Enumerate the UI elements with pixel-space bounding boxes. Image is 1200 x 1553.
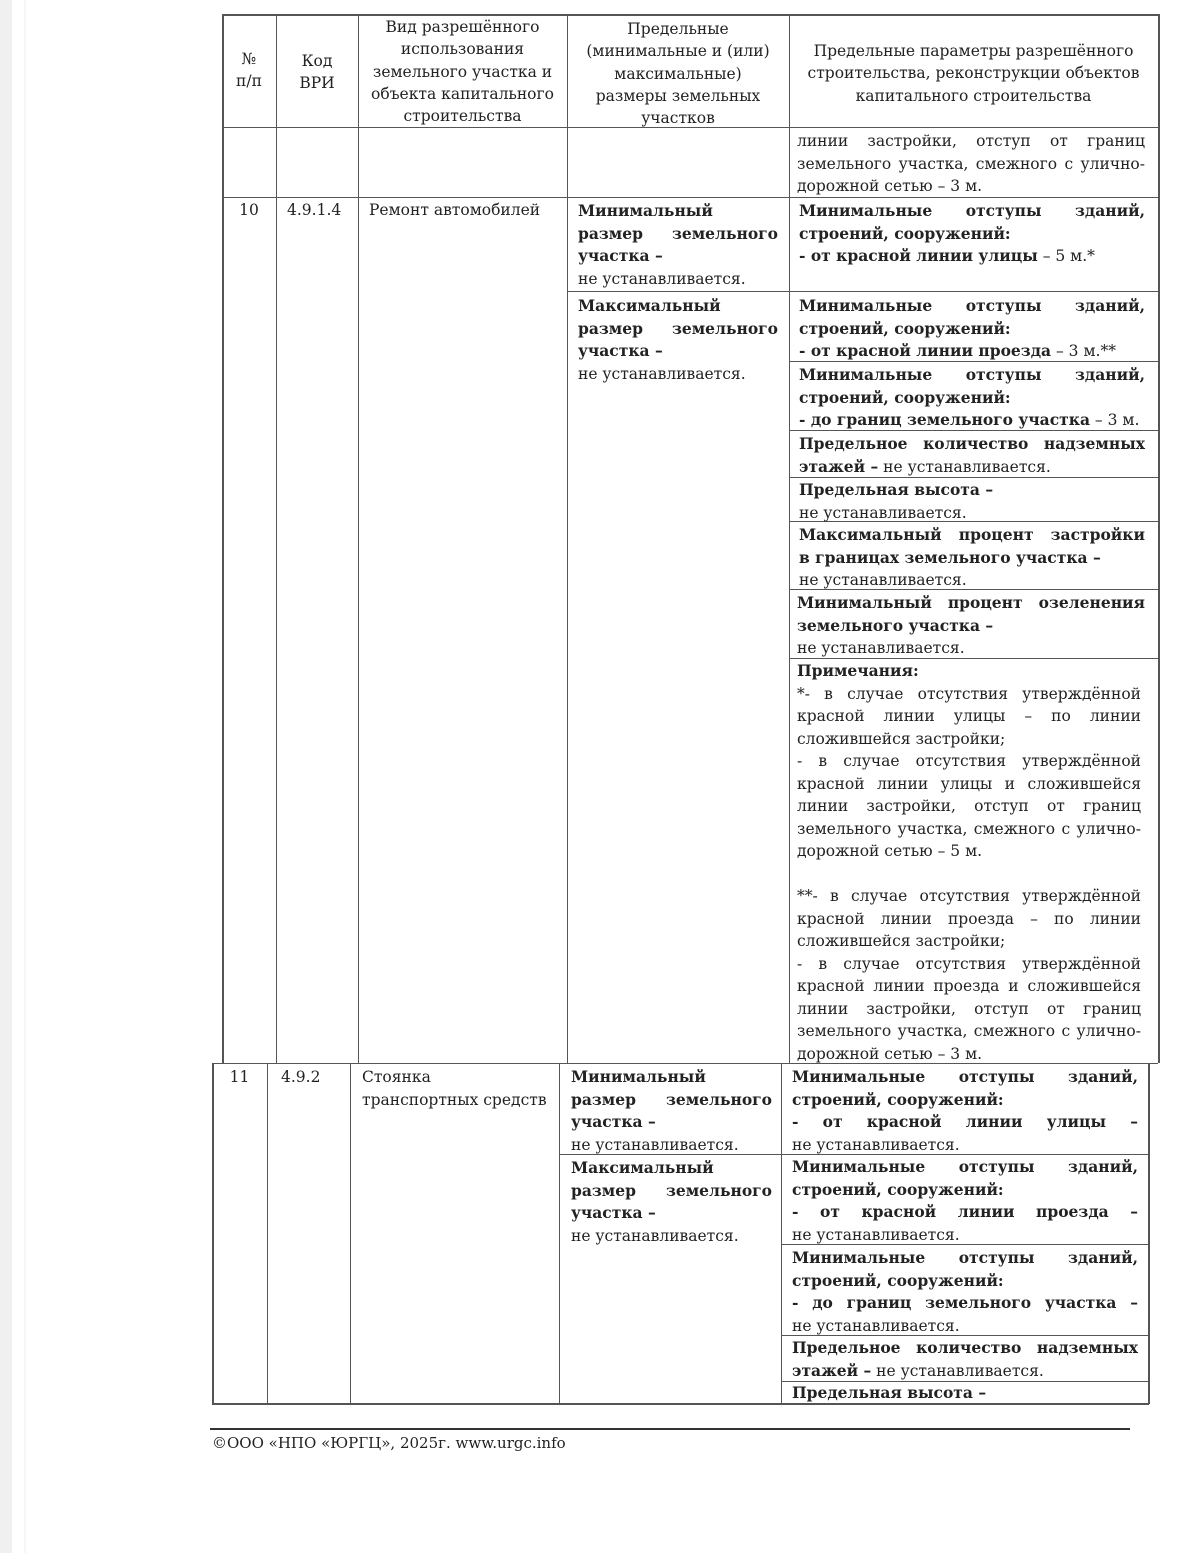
row-number: 11 (229, 1068, 250, 1086)
param-setback-street: Минимальные отступы зданий, строений, сооружений: - от красной линии улицы – 5 м.* (799, 201, 1145, 265)
header-code: Код ВРИ (299, 52, 335, 93)
param-max-coverage: Максимальный процент застройки в границах земельного участка – не устанавливается. (799, 525, 1145, 589)
footer-copyright: ©ООО «НПО «ЮРГЦ», 2025г. www.urgc.info (212, 1434, 566, 1452)
max-size-cell: Максимальный размер земельного участка – не устанавливается. (578, 296, 778, 383)
scan-edge (24, 0, 26, 1553)
param-setback-driveway: Минимальные отступы зданий, строений, сооружений: - от красной линии проезда – 3 м.** (799, 296, 1145, 360)
row-kind: Ремонт автомобилей (369, 201, 541, 219)
param-floors: Предельное количество надземных этажей – не устанавливается. (799, 434, 1145, 476)
notes-cell: Примечания: *- в случае отсутствия утверждённой красной линии улицы – по линии сложившейся застройки; - в случае отсутствия утверждённой красной линии улицы и сложившейся линии застройки, отступ от границ земельного участка, смежного с улично- дорожной сетью – 5 м. **- в случае отсутствия утверждённой красной линии проезда – по линии сложившейся застройки; - в случае отсутствия утверждённой красной линии проезда и сложившейся линии застройки, отступ от границ земельного участка, смежного с улично- дорожной сетью – 3 м. (797, 661, 1141, 1063)
scan-edge (0, 0, 12, 1553)
param-floors: Предельное количество надземных этажей – не устанавливается. (792, 1338, 1138, 1380)
header-params: Предельные параметры разрешённого строительства, реконструкции объектов капитального строительства (807, 42, 1140, 105)
header-num: № п/п (236, 50, 262, 91)
param-height: Предельная высота – не устанавливается. (799, 480, 994, 522)
param-setback-boundary: Минимальные отступы зданий, строений, сооружений: - до границ земельного участка – не устанавливается. (792, 1248, 1138, 1335)
min-size-cell: Минимальный размер земельного участка – не устанавливается. (571, 1067, 772, 1154)
param-setback-boundary: Минимальные отступы зданий, строений, сооружений: - до границ земельного участка – 3 м. (799, 365, 1145, 429)
param-setback-driveway: Минимальные отступы зданий, строений, сооружений: - от красной линии проезда – не устанавливается. (792, 1157, 1138, 1244)
row-code: 4.9.1.4 (287, 201, 342, 219)
header-kind: Вид разрешённого использования земельного участка и объекта капитального строительства (371, 18, 554, 126)
footer-rule (210, 1428, 1130, 1430)
continuation-cell: линии застройки, отступ от границ земельного участка, смежного с улично- дорожной сетью – 3 м. (797, 132, 1145, 195)
row-kind: Стоянка транспортных средств (362, 1068, 547, 1109)
min-size-cell: Минимальный размер земельного участка – не устанавливается. (578, 201, 778, 288)
param-min-greening: Минимальный процент озеленения земельного участка – не устанавливается. (797, 593, 1145, 657)
row-code: 4.9.2 (281, 1068, 321, 1086)
param-height: Предельная высота – (792, 1383, 987, 1402)
param-setback-street: Минимальные отступы зданий, строений, сооружений: - от красной линии улицы – не устанавливается. (792, 1067, 1138, 1154)
header-size: Предельные (минимальные и (или) максимальные) размеры земельных участков (586, 20, 770, 128)
max-size-cell: Максимальный размер земельного участка – не устанавливается. (571, 1158, 772, 1245)
row-number: 10 (239, 201, 259, 219)
